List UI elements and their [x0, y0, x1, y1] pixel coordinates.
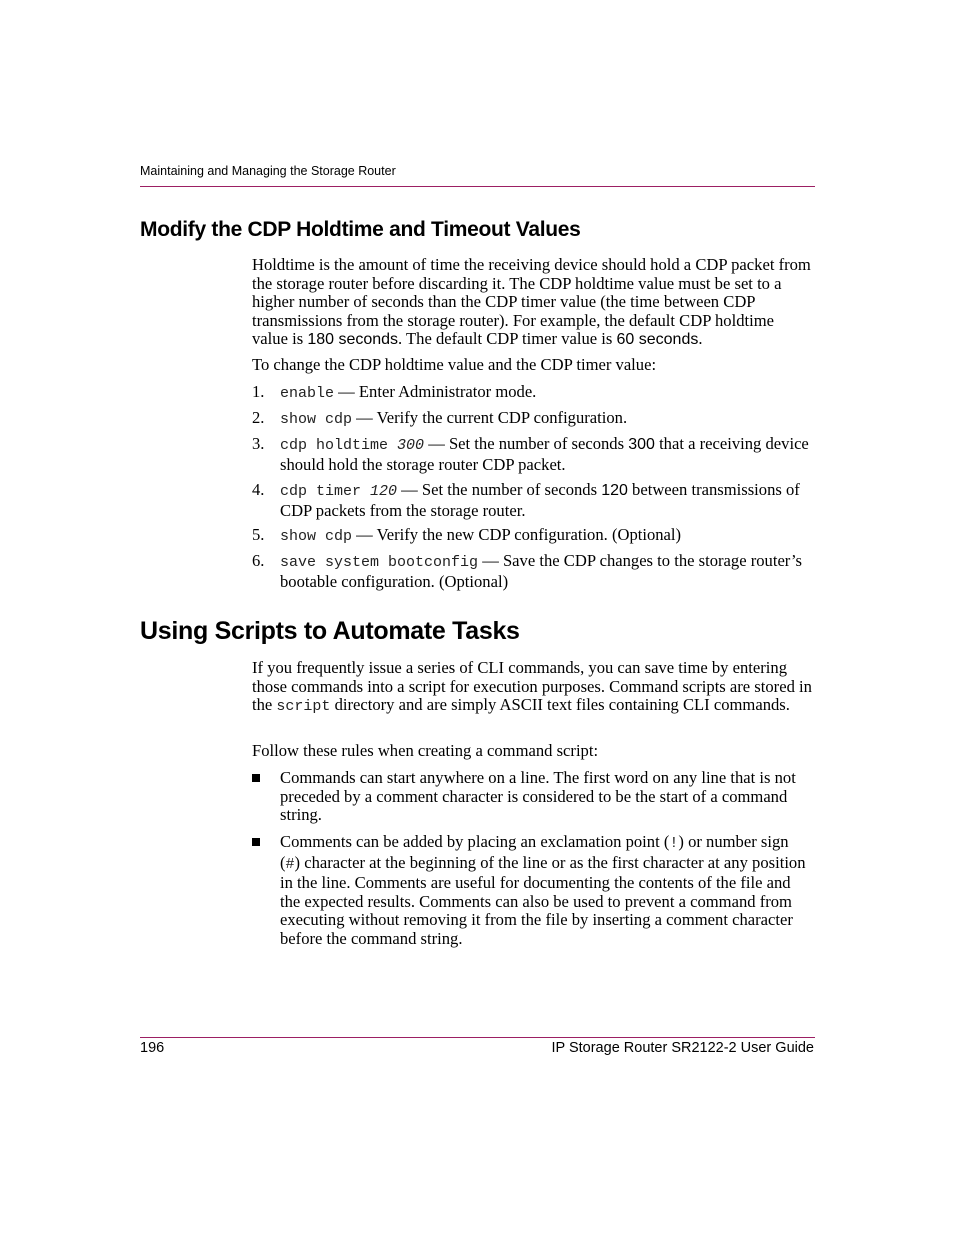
text-run: ) character at the beginning of the line or as the first character at any position in the line. Comments are useful for documenting the contents of the file and the expected results. Comments can also be used to prevent a command from executing without removing it from the file by inserting a comment character before the command string.	[280, 852, 806, 948]
step-description: that a receiving device should hold the storage router CDP packet.	[280, 434, 809, 474]
step-description: — Enter Administrator mode.	[334, 382, 537, 401]
timer-default: 60 seconds	[616, 331, 699, 349]
step-description: — Save the CDP changes to the storage router’s bootable configuration. (Optional)	[280, 551, 803, 591]
text-run: If you frequently issue a series of CLI commands, you can save time by entering those commands into a script for execution purposes. Command scripts are stored in the	[252, 658, 812, 715]
hash-char: #	[285, 855, 295, 873]
command: save system bootconfig	[280, 554, 479, 571]
step-1	[252, 383, 812, 404]
step-number: 5.	[252, 525, 265, 544]
section-title-scripts: Using Scripts to Automate Tasks	[140, 617, 520, 645]
command: show cdp	[280, 411, 353, 428]
footer-rule	[140, 1037, 815, 1038]
step-5	[252, 526, 812, 547]
step-number: 3.	[252, 434, 265, 453]
cdp-intro-paragraph	[252, 256, 812, 350]
step-6	[252, 552, 812, 591]
command-argument: 120	[370, 483, 398, 500]
bullet-text: Commands can start anywhere on a line. The first word on any line that is not preceded by a comment character is considered to be the start of a command string.	[280, 768, 796, 825]
step-description: — Verify the current CDP configuration.	[352, 408, 628, 427]
step-number: 1.	[252, 382, 265, 401]
step-3	[252, 435, 812, 474]
scripts-rules-intro: Follow these rules when creating a command script:	[252, 741, 599, 760]
command: cdp holdtime	[280, 437, 398, 454]
step-4	[252, 481, 812, 520]
page-number: 196	[140, 1040, 165, 1056]
value: 300	[628, 436, 655, 453]
text-run: ) or number sign (	[280, 832, 789, 872]
bullet-commands	[252, 769, 812, 825]
step-2	[252, 409, 812, 430]
exclamation-char: !	[669, 835, 679, 852]
bullet-square-icon	[252, 774, 260, 782]
header-rule	[140, 186, 815, 187]
step-description: — Set the number of seconds	[397, 480, 602, 499]
step-description: between transmissions of CDP packets from the storage router.	[280, 480, 800, 520]
bullet-square-icon	[252, 838, 260, 846]
command: enable	[280, 385, 335, 402]
scripts-intro-paragraph	[252, 659, 812, 717]
command: cdp timer	[280, 483, 371, 500]
command: show cdp	[280, 528, 353, 545]
bullet-comments	[252, 833, 812, 949]
script-directory: script	[276, 698, 331, 716]
bullet-text	[280, 833, 812, 949]
step-description: — Set the number of seconds	[424, 434, 629, 453]
step-number: 4.	[252, 480, 265, 499]
guide-title: IP Storage Router SR2122-2 User Guide	[551, 1040, 814, 1056]
text-run: Holdtime is the amount of time the receiving device should hold a CDP packet from the storage router before discarding it. The CDP holdtime value must be set to a higher number of seconds than the CDP timer value (the time between CDP transmissions from the storage router). For example, the default CDP holdtime value is	[252, 255, 811, 349]
value: 120	[601, 482, 628, 499]
section-title-cdp: Modify the CDP Holdtime and Timeout Values	[140, 218, 581, 241]
text-run: .	[698, 329, 703, 349]
command-argument: 300	[397, 437, 425, 454]
step-number: 6.	[252, 551, 265, 570]
cdp-procedure-intro: To change the CDP holdtime value and the CDP timer value:	[252, 355, 657, 374]
step-number: 2.	[252, 408, 265, 427]
text-run: directory and are simply ASCII text files containing CLI commands.	[330, 695, 790, 715]
text-run: Comments can be added by placing an exclamation point (	[280, 832, 670, 851]
step-description: — Verify the new CDP configuration. (Optional)	[352, 525, 682, 544]
running-header: Maintaining and Managing the Storage Router	[140, 164, 396, 178]
text-run: . The default CDP timer value is	[398, 329, 617, 349]
holdtime-default: 180 seconds	[307, 331, 399, 349]
